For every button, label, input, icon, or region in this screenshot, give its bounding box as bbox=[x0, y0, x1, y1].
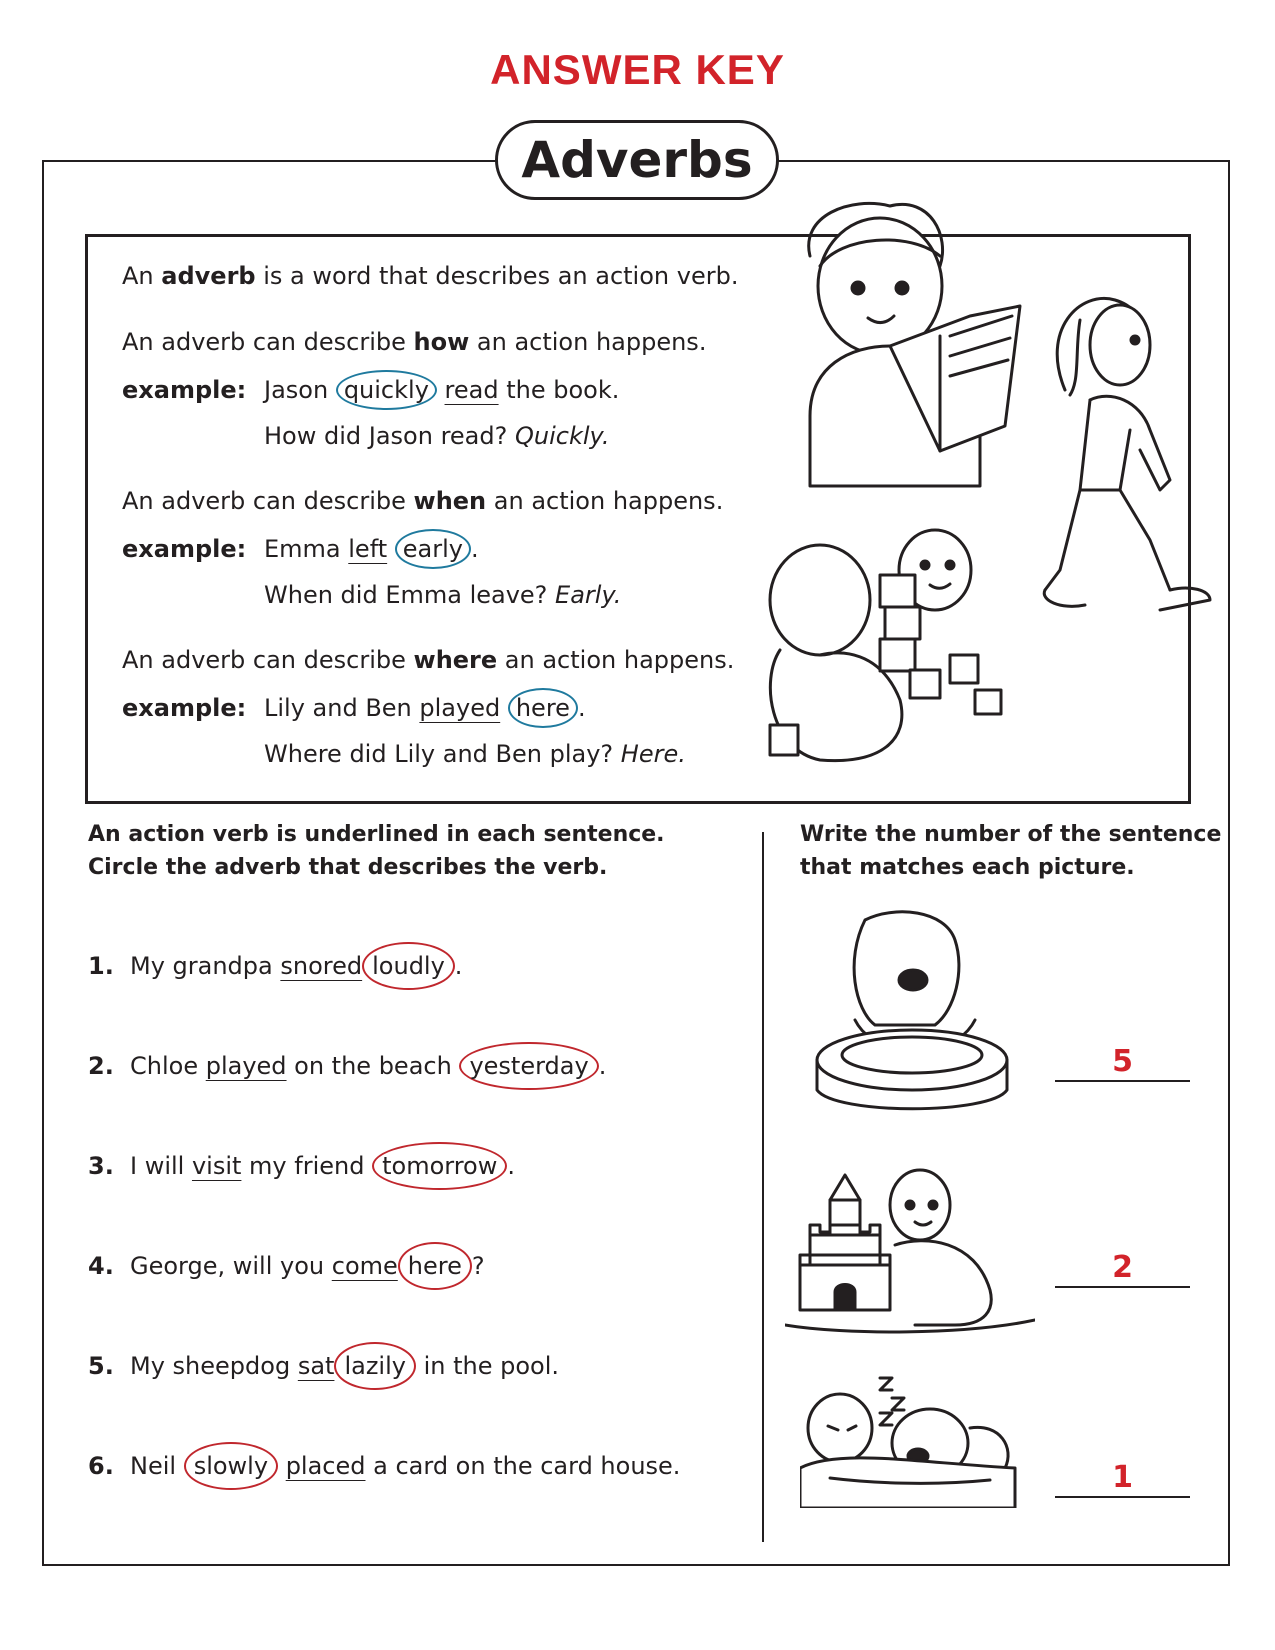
sentence-item: 3. I will visit my friend tomorrow . bbox=[88, 1152, 515, 1180]
circled-adverb: quickly bbox=[336, 370, 437, 410]
when-rule: An adverb can describe when an action happens. bbox=[122, 487, 724, 515]
right-instruction-1: Write the number of the sentence bbox=[800, 822, 1222, 847]
sentence-item: 2. Chloe played on the beach yesterday . bbox=[88, 1052, 606, 1080]
left-instruction-2: Circle the adverb that describes the verb. bbox=[88, 855, 608, 880]
sentence-item: 5. My sheepdog sat lazily in the pool. bbox=[88, 1352, 559, 1380]
column-divider bbox=[762, 832, 764, 1542]
example-question-1: How did Jason read? Quickly. bbox=[264, 422, 610, 450]
example-label-3: example: bbox=[122, 694, 247, 722]
how-rule: An adverb can describe how an action happens. bbox=[122, 328, 707, 356]
circled-answer: here bbox=[398, 1242, 472, 1290]
example-sentence-2: Emma left early . bbox=[264, 535, 479, 563]
circled-adverb: here bbox=[508, 688, 578, 728]
boy-reading-illustration bbox=[790, 196, 1050, 496]
circled-answer: tomorrow bbox=[372, 1142, 507, 1190]
girl-sandcastle-illustration bbox=[785, 1160, 1035, 1340]
circled-answer: lazily bbox=[334, 1342, 416, 1390]
circled-adverb: early bbox=[395, 529, 471, 569]
kids-blocks-illustration bbox=[760, 520, 1010, 770]
definition-text: An adverb is a word that describes an action verb. bbox=[122, 262, 739, 290]
circled-answer: slowly bbox=[184, 1442, 278, 1490]
circled-answer: loudly bbox=[362, 942, 455, 990]
worksheet-title: Adverbs bbox=[495, 120, 779, 200]
sentence-item: 6. Neil slowly placed a card on the card house. bbox=[88, 1452, 680, 1480]
picture-answer-1[interactable]: 5 bbox=[1055, 1044, 1190, 1082]
right-instruction-2: that matches each picture. bbox=[800, 855, 1135, 880]
example-question-3: Where did Lily and Ben play? Here. bbox=[264, 740, 686, 768]
circled-answer: yesterday bbox=[459, 1042, 598, 1090]
sentence-item: 1. My grandpa snored loudly . bbox=[88, 952, 462, 980]
where-rule: An adverb can describe where an action happens. bbox=[122, 646, 735, 674]
sleeping-grandpa-illustration bbox=[800, 1368, 1020, 1508]
left-instruction-1: An action verb is underlined in each sentence. bbox=[88, 822, 665, 847]
picture-answer-2[interactable]: 2 bbox=[1055, 1250, 1190, 1288]
sheepdog-pool-illustration bbox=[815, 910, 1010, 1120]
girl-walking-illustration bbox=[1040, 290, 1215, 630]
sentence-item: 4. George, will you come here ? bbox=[88, 1252, 485, 1280]
example-sentence-3: Lily and Ben played here . bbox=[264, 694, 586, 722]
picture-answer-3[interactable]: 1 bbox=[1055, 1460, 1190, 1498]
example-question-2: When did Emma leave? Early. bbox=[264, 581, 622, 609]
example-label-1: example: bbox=[122, 376, 247, 404]
answer-key-heading: ANSWER KEY bbox=[490, 46, 785, 93]
example-label-2: example: bbox=[122, 535, 247, 563]
example-sentence-1: Jason quickly read the book. bbox=[264, 376, 619, 404]
